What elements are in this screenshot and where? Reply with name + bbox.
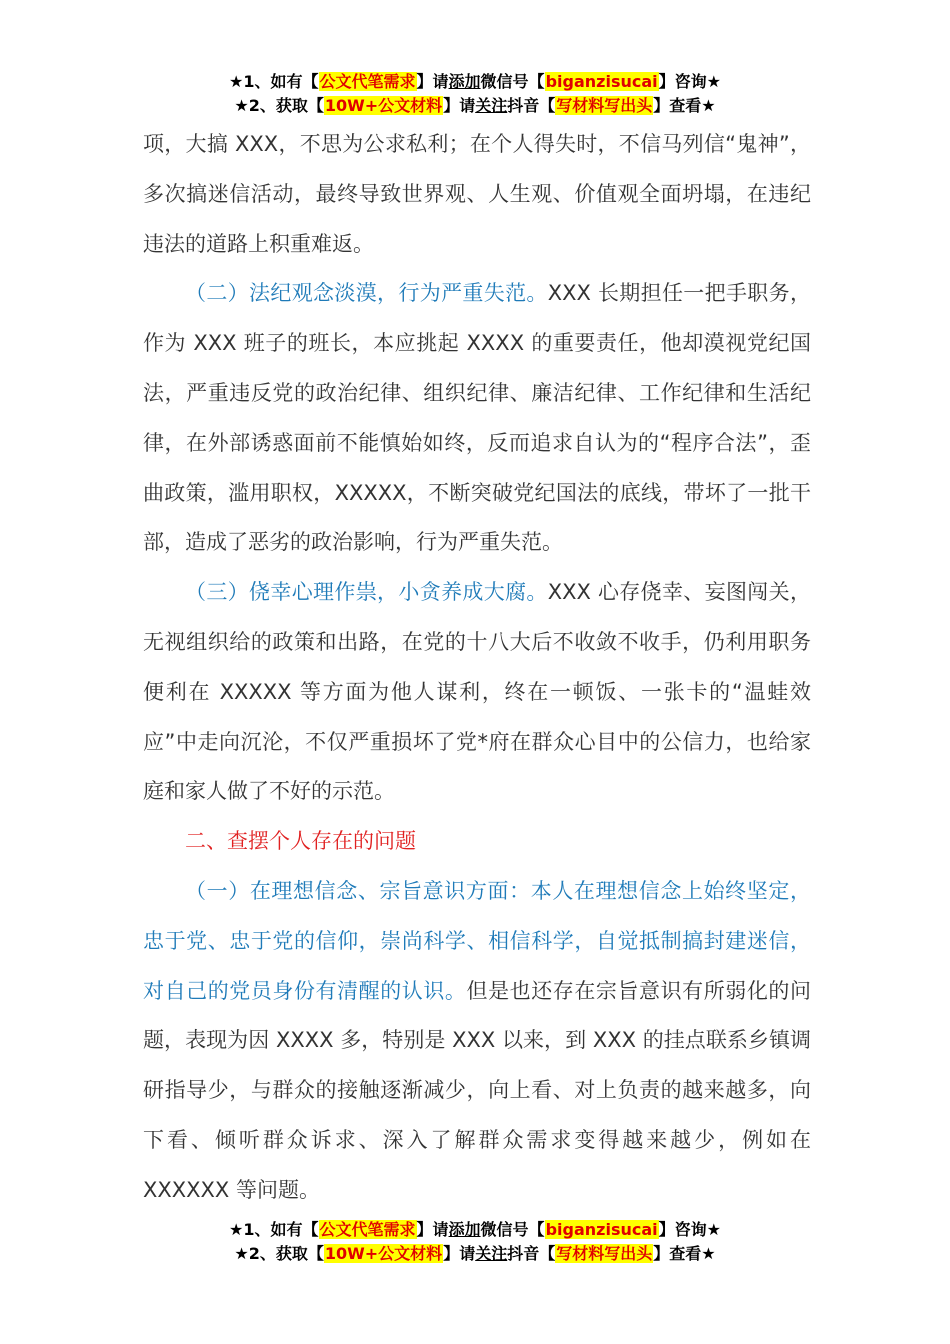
banner-underlined: 关注 [475, 1244, 508, 1263]
paragraph-text: XXX 长期担任一把手职务，作为 XXX 班子的班长，本应挑起 XXXX 的重要责任，他却漠视党纪国法，严重违反党的政治纪律、组织纪律、廉洁纪律、工作纪律和生活纪律，在外部诱惑面前不能慎始如终，反而追求自认为的“程序合法”，歪曲政策，滥用职权，XXXXX，不断突破党纪国法的底线，带坏了一批干部，造成了恶劣的政治影响，行为严重失范。 [143, 281, 811, 555]
banner-text: 微信号【 [480, 1220, 545, 1239]
header-banner [0, 70, 950, 118]
section-heading: 二、查摆个人存在的问题 [185, 829, 416, 854]
banner-line-2 [0, 1242, 950, 1266]
banner-highlight: 10W+公文材料 [324, 1244, 443, 1263]
paragraph-3 [143, 568, 811, 817]
banner-line-1 [0, 70, 950, 94]
footer-banner [0, 1218, 950, 1266]
banner-text: 】请 [416, 72, 449, 91]
subheading: （二）法纪观念淡漠，行为严重失范。 [185, 281, 548, 306]
banner-line-1 [0, 1218, 950, 1242]
banner-highlight: 公文代笔需求 [319, 1220, 416, 1239]
banner-highlight: 公文代笔需求 [319, 72, 416, 91]
paragraph-4 [143, 867, 811, 1216]
banner-underlined: 关注 [475, 96, 508, 115]
paragraph-2 [143, 269, 811, 568]
banner-highlight: biganzisucai [545, 72, 658, 91]
banner-text: ★1、如有【 [229, 1220, 319, 1239]
banner-text: 抖音【 [507, 96, 556, 115]
banner-text: 】请 [416, 1220, 449, 1239]
banner-text: ★1、如有【 [229, 72, 319, 91]
banner-underlined: 添加 [448, 72, 481, 91]
banner-text: 】咨询★ [658, 72, 721, 91]
subheading: （一）在理想信念、宗旨意识方面：本人在理想信念上始终坚定，忠于党、忠于党的信仰，崇尚科学、相信科学，自觉抵制搞封建迷信，对自己的党员身份有清醒的认识。 [143, 878, 811, 1003]
banner-highlight: 写材料写出头 [556, 96, 653, 115]
banner-highlight: 写材料写出头 [556, 1244, 653, 1263]
banner-text: 抖音【 [507, 1244, 556, 1263]
banner-text: 微信号【 [480, 72, 545, 91]
banner-highlight: 10W+公文材料 [324, 96, 443, 115]
banner-text: 】请 [443, 1244, 476, 1263]
banner-text: 】查看★ [653, 96, 716, 115]
paragraph-text: 但是也还存在宗旨意识有所弱化的问题，表现为因 XXXX 多，特别是 XXX 以来，到 XXX 的挂点联系乡镇调研指导少，与群众的接触逐渐减少，向上看、对上负责的越来越多，向下看、倾听群众诉求、深入了解群众需求变得越来越少，例如在 XXXXXX 等问题。 [143, 978, 811, 1202]
banner-line-2 [0, 94, 950, 118]
banner-text: ★2、获取【 [234, 1244, 324, 1263]
banner-underlined: 添加 [448, 1220, 481, 1239]
subheading: （三）侥幸心理作祟，小贪养成大腐。 [185, 580, 548, 605]
banner-text: 】咨询★ [658, 1220, 721, 1239]
paragraph-text: XXX 心存侥幸、妄图闯关，无视组织给的政策和出路，在党的十八大后不收敛不收手，仍利用职务便利在 XXXXX 等方面为他人谋利，终在一顿饭、一张卡的“温蛙效应”中走向沉沦，不仅严重损坏了党*府在群众心目中的公信力，也给家庭和家人做了不好的示范。 [143, 580, 811, 804]
banner-text: ★2、获取【 [234, 96, 324, 115]
banner-highlight: biganzisucai [545, 1220, 658, 1239]
document-body [143, 120, 811, 1216]
paragraph-1: 项，大搞 XXX，不思为公求私利；在个人得失时，不信马列信“鬼神”，多次搞迷信活动，最终导致世界观、人生观、价值观全面坍塌，在违纪违法的道路上积重难返。 [143, 132, 811, 256]
banner-text: 】查看★ [653, 1244, 716, 1263]
banner-text: 】请 [443, 96, 476, 115]
